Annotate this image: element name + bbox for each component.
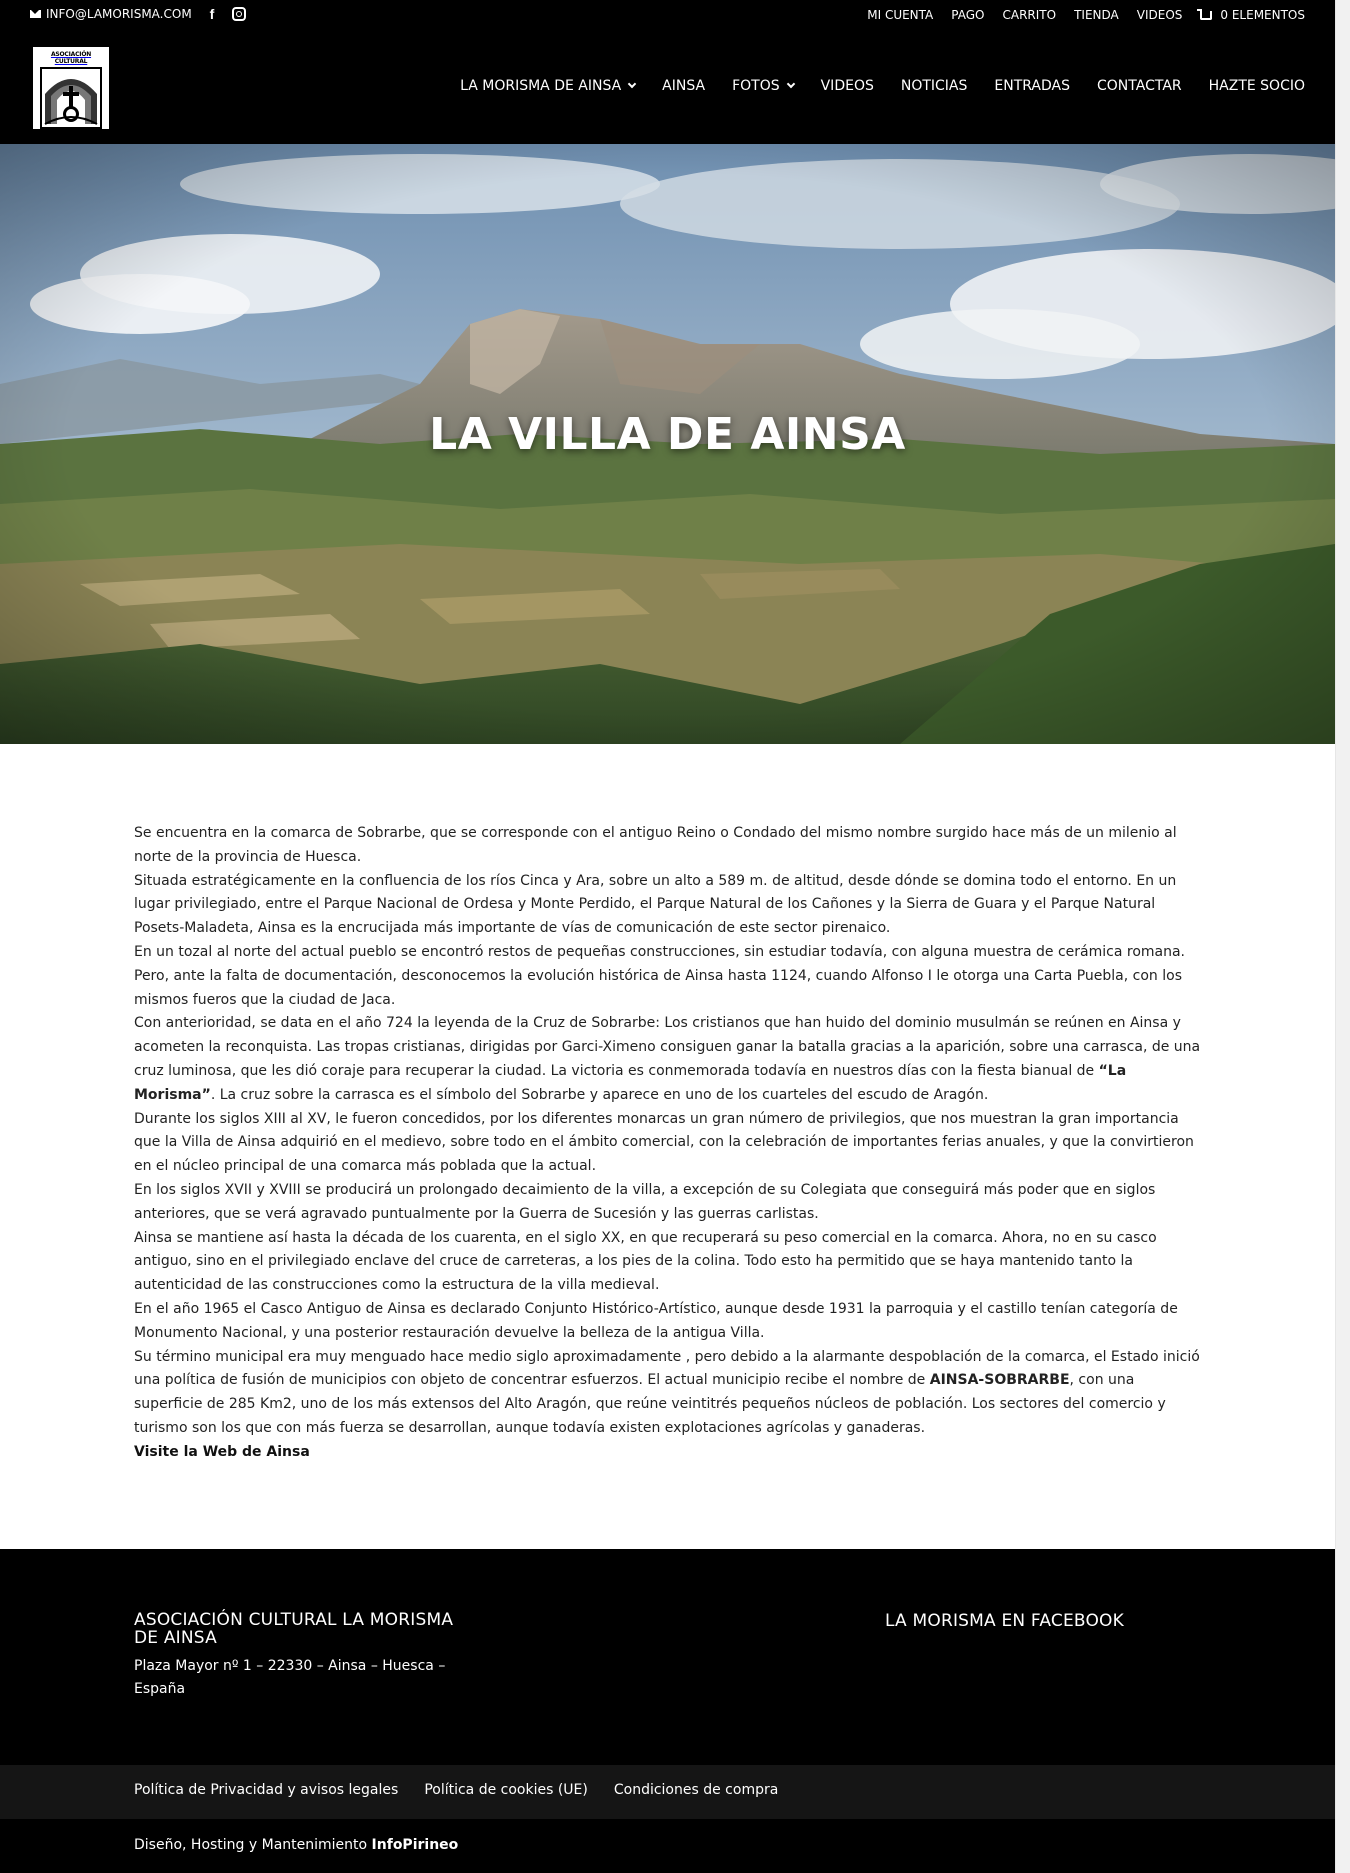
footer-widgets	[0, 1549, 1335, 1765]
logo-title: ASOCIACIÓN CULTURAL	[50, 51, 92, 65]
paragraph-2: Situada estratégicamente en la confluencia de los ríos Cinca y Ara, sobre un alto a 589 m. de altitud, desde dónde se domina todo el entorno. En un lugar privilegiado, entre el Parque Nacional de Ordesa y Monte Perdido, el Parque Natural de los Cañones y la Sierra de Guara y el Parque Natural Posets-Maladeta, Ainsa es la encrucijada más importante de vías de comunicación de este sector pirenaico.	[134, 872, 1177, 937]
hero-banner	[0, 144, 1335, 744]
nav-fotos[interactable]	[732, 78, 794, 94]
link-tienda[interactable]: TIENDA	[1074, 8, 1119, 22]
nav-label: CONTACTAR	[1097, 78, 1182, 94]
footer-facebook-column	[885, 1611, 1124, 1631]
paragraph-8: En el año 1965 el Casco Antiguo de Ainsa es declarado Conjunto Histórico-Artístico, aunque desde 1931 la parroquia y el castillo tenían categoría de Monumento Nacional, y una posterior restauración devuelve la belleza de la antigua Villa.	[134, 1300, 1178, 1341]
nav-la-morisma-de-ainsa[interactable]	[460, 78, 635, 94]
cart-count: 0 ELEMENTOS	[1220, 8, 1305, 22]
cart-link[interactable]	[1200, 8, 1305, 22]
email-link[interactable]	[30, 7, 192, 21]
top-bar-links	[867, 8, 1305, 22]
la-morisma-highlight: “La Morisma”	[134, 1062, 1127, 1103]
infopirineo-link[interactable]: InfoPirineo	[371, 1837, 459, 1853]
top-bar	[0, 0, 1335, 30]
link-mi-cuenta[interactable]: MI CUENTA	[867, 8, 934, 22]
nav-label: ENTRADAS	[994, 78, 1071, 94]
footer-legal-links	[134, 1782, 778, 1798]
nav-label: FOTOS	[732, 78, 780, 94]
ainsa-sobrarbe-highlight: AINSA-SOBRARBE	[929, 1372, 1070, 1389]
ainsa-web-link[interactable]: Visite la Web de Ainsa	[134, 1443, 310, 1460]
main-content	[134, 822, 1202, 1465]
footer-address: Plaza Mayor nº 1 – 22330 – Ainsa – Huesca – España	[134, 1658, 446, 1697]
nav-label: HAZTE SOCIO	[1208, 78, 1305, 94]
nav-label: NOTICIAS	[900, 78, 968, 94]
nav-videos[interactable]	[821, 78, 874, 94]
footer-org-column	[134, 1611, 464, 1701]
paragraph-9-text-b: , con una superficie de 285 Km2, uno de los más extensos del Alto Aragón, que reúne veintitrés pequeños núcleos de población. Los sectores del comercio y turismo son los que con más fuerza se desarrollan, aunque todavía existen explotaciones agrícolas y ganaderas.	[134, 1372, 1166, 1436]
nav-noticias[interactable]	[901, 78, 968, 94]
paragraph-9-text-a: Su término municipal era muy menguado hace medio siglo aproximadamente , pero debido a la alarmante despoblación de la comarca, el Estado inició una política de fusión de municipios con objeto de concentrar esfuerzos. El actual municipio recibe el nombre de	[134, 1348, 1200, 1389]
chevron-down-icon	[628, 80, 636, 88]
cart-icon	[1200, 11, 1212, 20]
paragraph-3: En un tozal al norte del actual pueblo se encontró restos de pequeñas construcciones, sin estudiar todavía, con alguna muestra de cerámica romana. Pero, ante la falta de documentación, desconocemos la evolución histórica de Ainsa hasta 1124, cuando Alfonso I le otorga una Carta Puebla, con los mismos fueros que la ciudad de Jaca.	[134, 943, 1186, 1008]
link-videos-top[interactable]: VIDEOS	[1136, 8, 1183, 22]
nav-label: VIDEOS	[820, 78, 874, 94]
main-header	[0, 30, 1335, 144]
cookie-policy-link[interactable]: Política de cookies (UE)	[424, 1782, 588, 1798]
footer-credits	[0, 1819, 1335, 1873]
nav-hazte-socio[interactable]	[1209, 78, 1305, 94]
link-carrito[interactable]: CARRITO	[1002, 8, 1057, 22]
nav-label: LA MORISMA DE AINSA	[460, 78, 622, 94]
hero-title: LA VILLA DE AINSA	[429, 409, 906, 460]
top-bar-left	[30, 7, 246, 21]
paragraph-6: En los siglos XVII y XVIII se producirá un prolongado decaimiento de la villa, a excepción de su Colegiata que conseguirá más poder que en siglos anteriores, que se verá agravado puntualmente por la Guerra de Sucesión y las guerras carlistas.	[134, 1181, 1156, 1222]
nav-ainsa[interactable]	[662, 78, 705, 94]
main-nav	[460, 78, 1305, 94]
paragraph-4	[134, 1012, 1202, 1107]
paragraph-1: Se encuentra en la comarca de Sobrarbe, que se corresponde con el antiguo Reino o Condado del mismo nombre surgido hace más de un milenio al norte de la provincia de Huesca.	[134, 825, 1177, 865]
footer-facebook-title: LA MORISMA EN FACEBOOK	[885, 1611, 1124, 1631]
link-pago[interactable]: PAGO	[951, 8, 985, 22]
footer-legal-bar	[0, 1765, 1335, 1819]
envelope-icon	[30, 10, 41, 18]
facebook-icon[interactable]: f	[209, 6, 215, 22]
credits-text	[134, 1837, 458, 1853]
footer-org-name: ASOCIACIÓN CULTURAL LA MORISMA DE AINSA	[134, 1610, 454, 1648]
logo-emblem-icon	[39, 66, 103, 130]
web-link-paragraph	[134, 1441, 1202, 1465]
paragraph-4-text-a: Con anterioridad, se data en el año 724 la leyenda de la Cruz de Sobrarbe: Los cristianos que han huido del dominio musulmán se reúnen en Ainsa y acometen la reconquista. Las tropas cristianas, dirigidas por Garci-Ximeno consiguen ganar la batalla gracias a la aparición, sobre una carrasca, de una cruz luminosa, que les dió coraje para recuperar la ciudad. La victoria es conmemorada todavía en nuestros días con la fiesta bianual de	[134, 1015, 1201, 1079]
chevron-down-icon	[786, 80, 794, 88]
nav-label: AINSA	[662, 78, 706, 94]
nav-entradas[interactable]	[994, 78, 1070, 94]
paragraph-4-text-b: . La cruz sobre la carrasca es el símbolo del Sobrarbe y aparece en uno de los cuarteles del escudo de Aragón.	[210, 1086, 989, 1103]
site-logo[interactable]	[33, 47, 109, 129]
purchase-conditions-link[interactable]: Condiciones de compra	[613, 1782, 779, 1798]
page-scrollbar[interactable]	[1335, 0, 1350, 1873]
email-text: INFO@LAMORISMA.COM	[46, 7, 192, 21]
instagram-icon[interactable]	[232, 7, 246, 21]
nav-contactar[interactable]	[1097, 78, 1182, 94]
paragraph-7: Ainsa se mantiene así hasta la década de los cuarenta, en el siglo XX, en que recuperará su peso comercial en la comarca. Ahora, no en su casco antiguo, sino en el privilegiado enclave del cruce de carreteras, a los pies de la colina. Todo esto ha permitido que se haya mantenido tanto la autenticidad de las construcciones como la estructura de la villa medieval.	[134, 1229, 1157, 1294]
paragraph-9	[134, 1346, 1202, 1441]
paragraph-5: Durante los siglos XIII al XV, le fueron concedidos, por los diferentes monarcas un gran número de privilegios, que nos muestran la gran importancia que la Villa de Ainsa adquirió en el medievo, sobre todo en el ámbito comercial, con la celebración de importantes ferias anuales, y que la convirtieron en el núcleo principal de una comarca más poblada que la actual.	[134, 1110, 1194, 1175]
privacy-policy-link[interactable]: Política de Privacidad y avisos legales	[134, 1782, 399, 1798]
credits-prefix: Diseño, Hosting y Mantenimiento	[134, 1837, 372, 1853]
